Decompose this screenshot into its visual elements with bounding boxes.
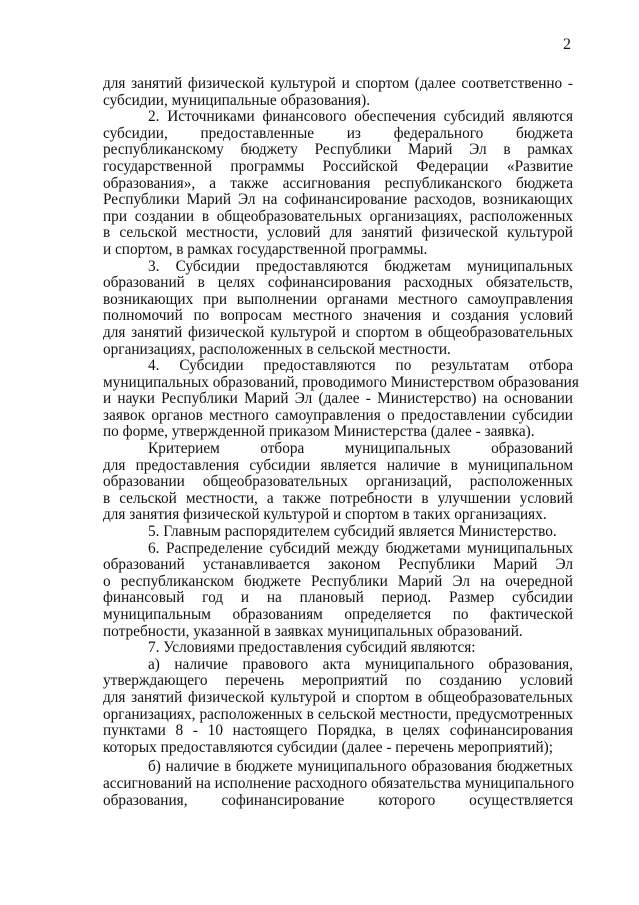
text-line: организациях, расположенных в сельской местности, предусмотренных (103, 705, 573, 723)
text-line: 4. Субсидии предоставляются по результатам отбора (148, 357, 573, 375)
paragraph-item-6 (103, 541, 573, 641)
paragraph-item-2 (103, 109, 573, 258)
document-body (103, 75, 579, 809)
text-line: субсидии, муниципальные образования). (103, 91, 371, 109)
text-line: потребности, указанной в заявках муниципальных образований. (103, 622, 523, 640)
paragraph-item-7b (103, 759, 573, 809)
text-line: возникающих при выполнении органами местного самоуправления (103, 290, 573, 308)
text-line: в сельской местности, условий для занятий физической культурой (103, 224, 573, 242)
text-line: образования, софинансирование которого осуществляется (103, 791, 573, 809)
paragraph-item-3 (103, 259, 573, 359)
text-line: для предоставления субсидии является наличие в муниципальном (103, 456, 573, 474)
text-line: для занятий физической культурой и спортом в общеобразовательных (103, 688, 573, 706)
text-line: для занятий физической культурой и спортом (далее соответственно - (103, 75, 573, 92)
text-line: образований в целях софинансирования расходных обязательств, (103, 274, 573, 292)
text-line: финансовый год и на плановый период. Размер субсидии (103, 589, 573, 607)
text-line: субсидии, предоставленные из федерального бюджета (103, 124, 573, 142)
text-line: б) наличие в бюджете муниципального образования бюджетных (148, 758, 573, 776)
text-line: пунктами 8 - 10 настоящего Порядка, в целях софинансирования (103, 722, 573, 740)
text-line: 6. Распределение субсидий между бюджетами муниципальных (148, 539, 573, 557)
text-line: 5. Главным распорядителем субсидий является Министерство. (148, 523, 557, 541)
text-line: 7. Условиями предоставления субсидий являются: (148, 639, 476, 657)
text-line: государственной программы Российской Федерации «Развитие (103, 157, 573, 175)
page-number: 2 (563, 36, 571, 53)
text-line: для занятий физической культурой и спортом в общеобразовательных (103, 323, 573, 341)
text-line: утверждающего перечень мероприятий по созданию условий (103, 672, 573, 690)
text-line: 3. Субсидии предоставляются бюджетам муниципальных (148, 257, 573, 275)
paragraph-continuation (103, 76, 573, 109)
text-line: при создании в общеобразовательных организациях, расположенных (103, 207, 573, 225)
paragraph-selection-criterion (103, 441, 573, 524)
text-line: и спортом, в рамках государственной программы. (103, 240, 428, 258)
text-line: о республиканском бюджете Республики Марий Эл на очередной (103, 572, 573, 590)
text-line: полномочий по вопросам местного значения и создания условий (103, 307, 573, 325)
text-line: образований устанавливается законом Республики Марий Эл (103, 556, 573, 574)
paragraph-item-5 (103, 524, 573, 541)
paragraph-item-7a (103, 657, 573, 757)
text-line: образовании общеобразовательных организаций, расположенных (103, 473, 573, 491)
text-line: в сельской местности, а также потребности в улучшении условий (103, 489, 573, 507)
text-line: образования», а также ассигнования республиканского бюджета (103, 174, 573, 192)
text-line: организациях, расположенных в сельской местности. (103, 340, 451, 358)
paragraph-item-7 (103, 640, 573, 657)
text-line: ассигнований на исполнение расходного обязательства муниципального (103, 774, 575, 792)
text-line: которых предоставляются субсидии (далее - перечень мероприятий); (103, 738, 554, 756)
text-line: по форме, утвержденной приказом Министерства (далее - заявка). (103, 423, 535, 441)
paragraph-item-4 (103, 357, 579, 441)
text-line: для занятия физической культурой и спортом в таких организациях. (103, 506, 547, 524)
text-line: заявок органов местного самоуправления о предоставлении субсидии (103, 406, 573, 424)
text-line: и науки Республики Марий Эл (далее - Министерство) на основании (103, 390, 573, 408)
text-line: Критерием отбора муниципальных образований (148, 440, 573, 458)
text-line: муниципальным образованиям определяется по фактической (103, 606, 573, 623)
text-line: Республики Марий Эл на софинансирование расходов, возникающих (103, 191, 573, 209)
text-line: республиканскому бюджету Республики Марий Эл в рамках (103, 141, 573, 159)
text-line: 2. Источниками финансового обеспечения субсидий являются (148, 108, 573, 126)
text-line: а) наличие правового акта муниципального образования, (148, 655, 573, 673)
text-line: муниципальных образований, проводимого Министерством образования (103, 373, 579, 391)
